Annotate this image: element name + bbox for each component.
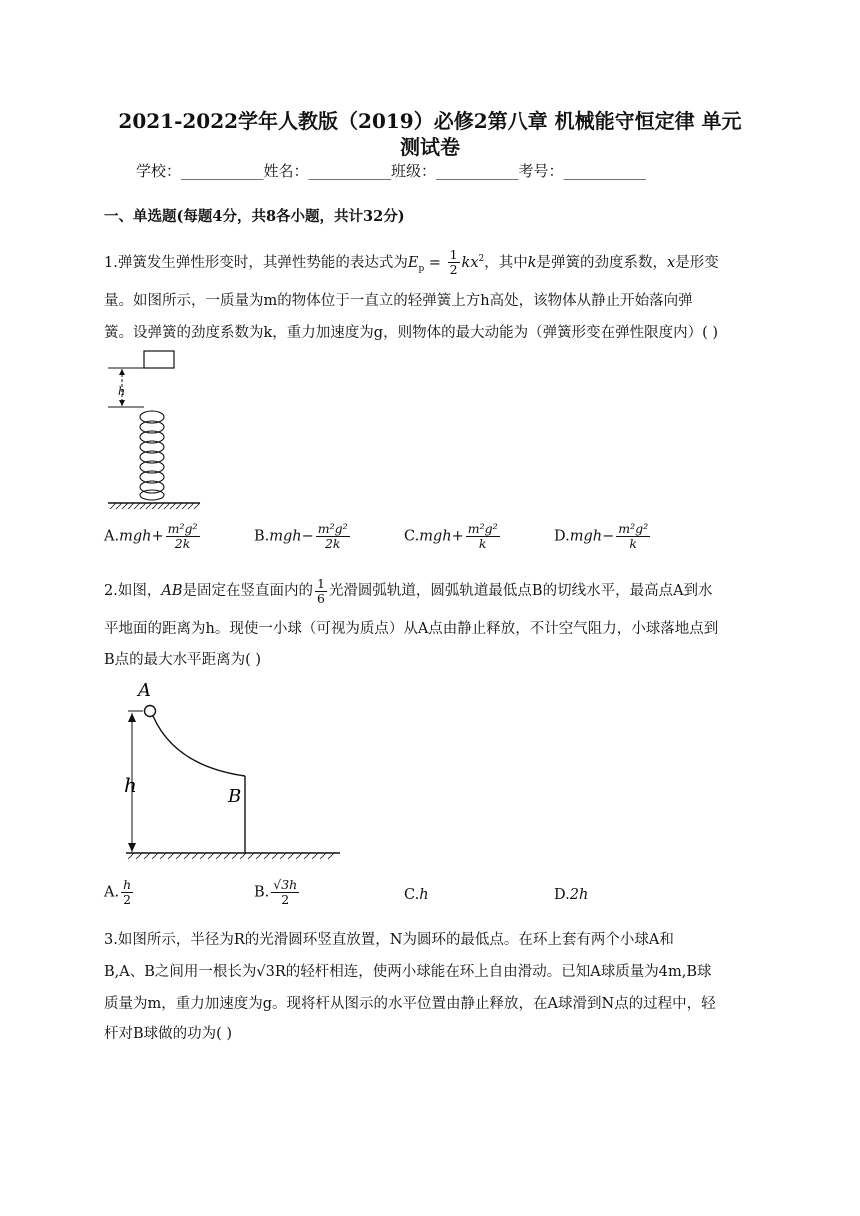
q2-line2: 平地面的距离为h。现使一小球（可视为质点）从A点由静止释放，不计空气阻力，小球落地点到 [104, 621, 719, 637]
mass-block [144, 351, 174, 368]
q1-line3: 簧。设弹簧的劲度系数为k，重力加速度为g，则物体的最大动能为（弹簧形变在弹性限度内）( ) [104, 325, 718, 341]
ground-hatch [110, 503, 200, 509]
height-label: h [118, 385, 126, 398]
page-title: 2021-2022学年人教版（2019）必修2第八章 机械能守恒定律 单元 [118, 109, 742, 133]
q2-option-c[interactable]: C.h [404, 887, 429, 903]
q3-line3: 质量为m，重力加速度为g。现将杆从图示的水平位置由静止释放，在A球滑到N点的过程中，轻 [104, 996, 716, 1012]
q3-line4: 杆对B球做的功为( ) [104, 1026, 233, 1042]
height-label: h [124, 773, 137, 797]
ground-hatch [128, 853, 334, 859]
q1-option-d[interactable]: D.mgh− $\frac{\text{m²g²}}{k}$ [554, 521, 649, 551]
spring-icon [140, 411, 164, 500]
q2-arc-figure [110, 680, 345, 865]
q1-option-b[interactable]: B.mgh− $\frac{\text{m²g²}}{2k}$ [254, 521, 348, 551]
student-info-line: 学校：___________姓名：___________班级：___________考号：___________ [136, 162, 647, 180]
arc-track [153, 716, 245, 776]
q3-line1: 3.如图所示，半径为R的光滑圆环竖直放置，N为圆环的最低点。在环上套有两个小球A和 [104, 932, 674, 948]
ball-icon [145, 706, 156, 717]
q1-spring-figure [104, 345, 204, 510]
q3-line2: B,A、B之间用一根长为√3R的轻杆相连，使两小球能在环上自由滑动。已知A球质量为4m,B球 [104, 964, 712, 980]
q2-option-b[interactable]: B. $\frac{√3h}{2}$ [254, 877, 298, 907]
q2-line3: B点的最大水平距离为( ) [104, 652, 262, 668]
q1-option-a[interactable]: A.mgh+ $\frac{\text{m²g²}}{2k}$ [104, 521, 198, 551]
q1-option-c[interactable]: C.mgh+ $\frac{\text{m²g²}}{k}$ [404, 521, 498, 551]
section-heading: 一、单选题(每题4分，共8各小题，共计32分) [104, 208, 405, 225]
q2-option-d[interactable]: D.2h [554, 887, 589, 903]
point-b-label: B [228, 786, 242, 807]
q2-line1: 2.如图，AB是固定在竖直面内的 $\frac{1}{6}$ 光滑圆弧轨道，圆弧轨道最低点B的切线水平，最高点A到水 [104, 575, 713, 606]
point-a-label: A [138, 680, 151, 701]
page-title-continued: 测试卷 [400, 135, 460, 159]
q1-formula: $E_p$ = $\frac{1}{2}$ $kx^2$ [407, 247, 485, 278]
q1-line2: 量。如图所示，一质量为m的物体位于一直立的轻弹簧上方h高处，该物体从静止开始落向弹 [104, 293, 693, 309]
q1-line1: 1.弹簧发生弹性形变时，其弹性势能的表达式为$E_p$ = $\frac{1}{2}$ $kx^2$，其中k是弹簧的劲度系数，x是形变 [104, 247, 719, 278]
q2-option-a[interactable]: A. $\frac{h}{2}$ [104, 877, 132, 907]
